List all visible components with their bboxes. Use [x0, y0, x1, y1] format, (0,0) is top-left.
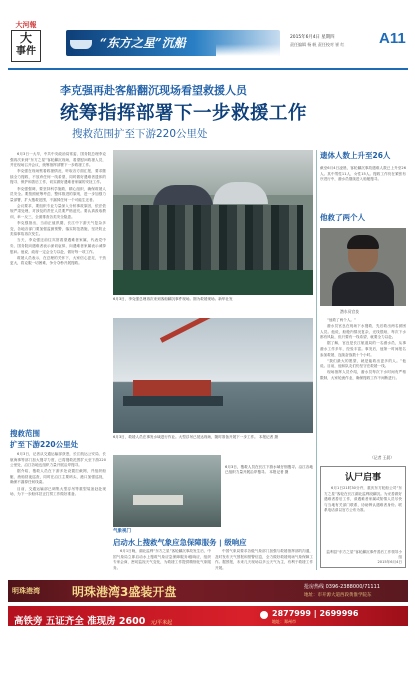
ad1-headline: 明珠港湾3盛装开盘 [72, 585, 177, 599]
banner [66, 30, 280, 56]
ad-banner-2 [8, 606, 408, 626]
ad-banner-1 [8, 580, 408, 602]
body-paragraph: 李克强指出，当前正值汛期，长江中下游天气复杂多变，各地各部门要加强监测预警，落实防范措施，坚决防止类似事故再次发生。 [10, 221, 106, 237]
banner-ship-icon [70, 40, 92, 49]
logo-char-2: 事件 [16, 46, 36, 57]
section-search-title-1: 搜救范围 [10, 429, 40, 438]
diver-photo [320, 228, 406, 306]
diver-hair [347, 235, 379, 249]
notice-title: 认尸启事 [344, 473, 381, 483]
section-search-title-2: 扩至下游220公里处 [10, 440, 79, 449]
ad2-headline [14, 609, 172, 626]
photo-sky [113, 150, 313, 195]
body-paragraph: 6月3日一大早，中共中央政治局常委、国务院总理李克强再次来到“东方之星”客轮翻沉现场，看望慰问救援人员，并在现场召开会议，统筹指挥部署下一步救援工作。 [10, 152, 106, 168]
right-title-1: 遗体人数上升至26人 [320, 151, 391, 160]
ad1-logo: 明珠港湾 [12, 587, 40, 595]
body-column-1 [10, 152, 106, 422]
weather-label: 气象视门 [113, 529, 131, 534]
section-search-title [10, 428, 106, 450]
right-column-rule [316, 150, 317, 570]
body-paragraph: 潜水员官良在现场下水搜救，先后救出两名被困人员。他说，船舱内情况复杂，光线很暗，每次下水都有风险，但只要有一线希望，就要全力以赴。 [320, 324, 406, 340]
diver-shirt [332, 272, 394, 306]
caption-crane: 6月3日，救援人员在事发水域进行作业。大型浮吊已抵达现场，随时准备开展下一步工作。 本报记者 摄 [113, 435, 278, 439]
ad2-phone-icon [260, 611, 268, 619]
photo-umbrella [153, 185, 213, 207]
weather-body-2: 中国气象局要求各级气象部门加强与救援指挥部的沟通，及时发布天气预报和预警信息，全力做好救援现场气象保障工作。据预报，未来几天现场以多云天气为主，有利于救援工作开展。 [215, 549, 313, 570]
section-logo [8, 20, 44, 64]
notice-box [320, 466, 406, 568]
crane-hull [123, 396, 223, 406]
masthead [8, 20, 408, 64]
headline-main: 统筹指挥部署下一步救援工作 [60, 103, 308, 124]
logo-box [11, 30, 41, 62]
logo-char-1: 大 [19, 31, 32, 45]
right-body-2 [320, 318, 406, 452]
date-line: 2015年6月4日 星期四 [290, 35, 335, 40]
body-paragraph: “他救了两个人。” [327, 318, 356, 322]
weather-body-1: 6月1日晚，湖北监利“东方之星”客轮翻沉事故发生后，中国气象局立即启动水上搜救气象应急保障服务I级响应，组织专家会商，密切监视天气变化，为救援工作提供精细化气象服务。 [113, 549, 211, 570]
body-paragraph: 李克强在现场察看救援情况，听取各方面汇报，要求继续全力搜救，不放弃任何一线希望，同时做好遇难者遗体的搜寻、保护和善后工作，切实做好遇难者家属的安抚工作。 [10, 169, 106, 185]
body-paragraph: 当天，李克强还前往宾馆看望遇难者家属，代表党中央、国务院向遇难者表示深切哀悼，向遇难者家属表示诚挚慰问。他说，政府一定会全力以赴，做好每一项工作。 [10, 238, 106, 254]
caption-top: 6月3日，李克强总理再次来到客船翻沉事件现场。图为救援现场。新华社发 [113, 297, 233, 301]
body-paragraph: 会议要求，要组织专业力量深入分析事故原因，依法依规严肃处理，对涉及的责任人员要严格追究。要认真汲取教训，举一反三，全面排查各类安全隐患。 [10, 203, 106, 220]
ad2-slogan: 高铁旁 五证齐全 准现房 2600 [14, 616, 146, 626]
body-paragraph: 李克强强调，要坚持科学施救，精心组织，确保救援人员安全。要按照统筹考虑、整体推进的原则，进一步加强力量部署，扩大搜救范围，不漏掉任何一个可能生还者。 [10, 186, 106, 202]
masthead-rule [8, 68, 408, 70]
right-body-1: 截至6月4日凌晨，客轮翻沉事故遇难人数已上升至26人。其中男性11人，女性15人。搜救工作仍在紧张有序进行中，潜水员继续进入船舱搜寻。 [320, 166, 406, 182]
logo-top: 大河報 [15, 20, 37, 29]
caption-bottom: 6月3日，搜救人员在长江下游水域仔细搜寻。沿江各地已组织力量开展沿岸搜寻。 本报记者 摄 [225, 465, 313, 475]
headline-sub: 搜救范围扩至下游220公里处 [72, 128, 208, 140]
body-paragraph: “我们最大的愿望，就是能救出更多的人。”他说。目前，他和队友们仍坚守在救援一线。 [320, 358, 406, 369]
body-paragraph: 目前，交通运输部已调集大型浮吊等重型装备赶赴现场，为下一步船体扶正打捞工作做好准备。 [10, 486, 106, 497]
body-paragraph: 据介绍，搜救人员在下游多处设置拦截网，并组织船艇、渔船昼夜巡查，同时在沿江主要码头、港口加强巡视，确保不漏掉任何线索。 [10, 469, 106, 485]
ad1-phone: 抢房热线 0396-2388000/71111 [304, 584, 380, 590]
editor-line: 责任编辑 杨 帆 责任校对 崔 红 [290, 42, 345, 47]
river-boat [133, 495, 183, 505]
right-title-2: 他救了两个人 [320, 213, 365, 222]
photo-crane [113, 318, 313, 433]
notice-body: 6月1日21时30分许，重庆东方轮船公司“东方之星”客轮在长江湖北监利段翻沉。为妥善做好遇难者善后工作，请遇难者家属或知情人员尽快与当地有关部门联系，协助辨认遇难者身份。联系电话请以官方公布为准。 [324, 486, 402, 513]
banner-text [100, 34, 186, 51]
notice-issuer: 监利县“东方之星”客轮翻沉事件善后工作领导小组 [326, 550, 402, 559]
page-number: A11 [379, 30, 406, 47]
photo-deck [113, 270, 313, 295]
ad2-phone: 2877999 | 2699996 [272, 609, 359, 618]
banner-title: “东方之星”沉船 [100, 36, 186, 50]
section-search-body [10, 452, 106, 560]
ad2-address: 地址：郑州市 [272, 619, 296, 624]
banner-wave [216, 44, 280, 56]
photo-river-search [113, 455, 221, 527]
weather-title: 启动水上搜救气象应急保障服务 | 级响应 [113, 538, 247, 547]
headline-kicker: 李克强再赴客船翻沉现场看望救援人员 [60, 84, 247, 97]
body-paragraph: 6月3日，记者从交通运输部获悉，长江航运公安局、长航海事等部门加大搜寻力度，已将搜救范围扩大至下游220公里处，沿江各地也组织力量开展沿岸搜寻。 [10, 452, 106, 468]
photo-crowd [123, 205, 303, 275]
photo-rescue-scene [113, 150, 313, 295]
body-paragraph: 据了解，官良是长江航道局的一名潜水员，从事潜水工作多年，经验丰富。事发后，他第一时间报名参加救援，连续奋战数十个小时。 [320, 341, 406, 357]
ad2-unit: 元/平米起 [150, 620, 173, 626]
notice-date: 2015年6月4日 [377, 560, 402, 564]
diver-caption: 潜水员官良 [340, 309, 359, 314]
ad1-address: 地址：市开源大道西段黄淮学院东 [304, 593, 372, 598]
date-block [290, 34, 380, 48]
body-paragraph: 现场指挥人员介绍，潜水员每次下水时间有严格限制，大家轮流作业，确保搜救工作不间断进行。 [320, 370, 406, 380]
crane-boom [160, 318, 296, 343]
reporter-credit: （记者 王晨） [370, 455, 394, 460]
body-paragraph: 救援人员表示，在总理的关怀下，大家信心更足，干劲更大，将克服一切困难，争分夺秒开展搜救。 [10, 255, 106, 266]
